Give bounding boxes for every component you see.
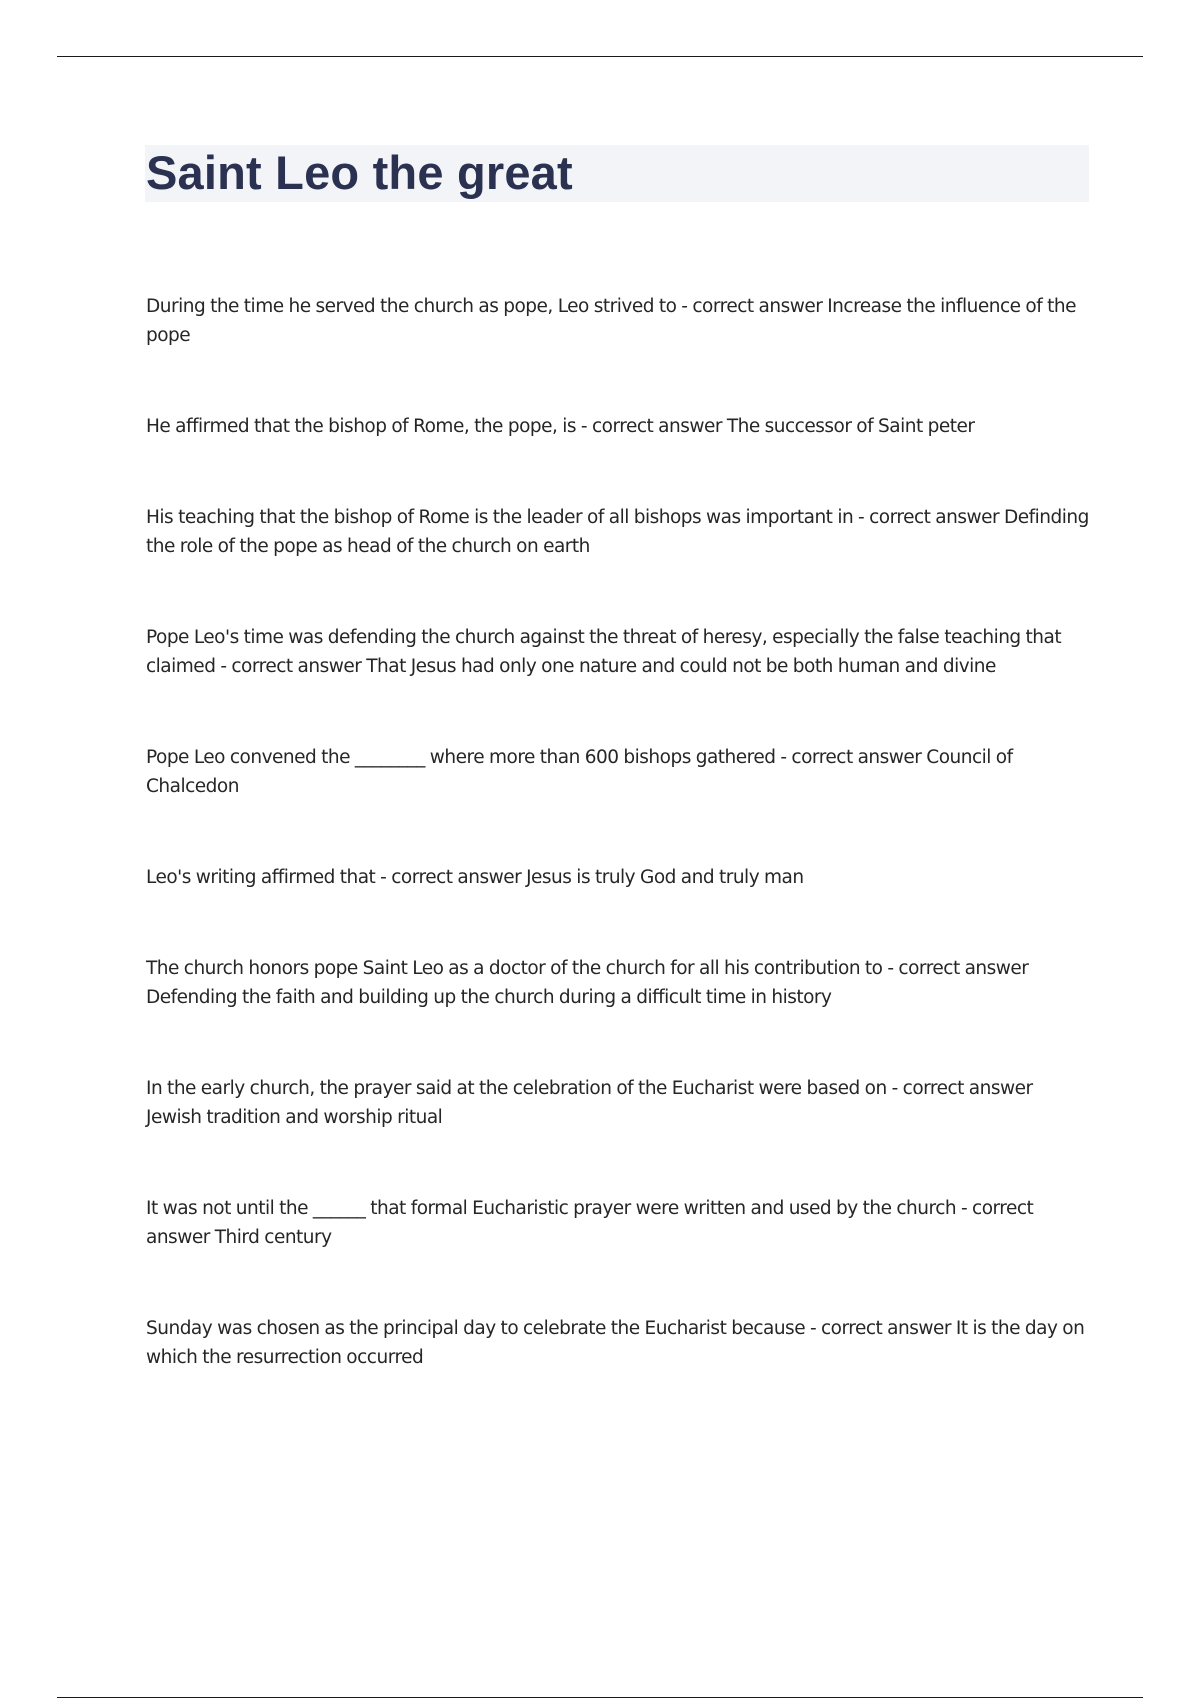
qa-item-2: He affirmed that the bishop of Rome, the pope, is - correct answer The successor of Saint peter (146, 416, 975, 437)
header-rule (57, 56, 1143, 57)
footer-rule (57, 1697, 1143, 1698)
qa-item-9: It was not until the ______ that formal Eucharistic prayer were written and used by the church - correct answer Third century (146, 1198, 1034, 1248)
qa-item-6: Leo's writing affirmed that - correct answer Jesus is truly God and truly man (146, 867, 804, 888)
qa-item-7: The church honors pope Saint Leo as a doctor of the church for all his contribution to - correct answer Defending the faith and building up the church during a difficult time in history (146, 958, 1029, 1008)
qa-item-8: In the early church, the prayer said at the celebration of the Eucharist were based on - correct answer Jewish tradition and worship ritual (146, 1078, 1033, 1128)
qa-item-4: Pope Leo's time was defending the church against the threat of heresy, especially the false teaching that claimed - correct answer That Jesus had only one nature and could not be both human and divine (146, 627, 1062, 677)
qa-item-5: Pope Leo convened the ________ where more than 600 bishops gathered - correct answer Council of Chalcedon (146, 747, 1013, 797)
page-title: Saint Leo the great (146, 146, 573, 199)
qa-item-3: His teaching that the bishop of Rome is the leader of all bishops was important in - correct answer Definding the role of the pope as head of the church on earth (146, 507, 1089, 557)
qa-item-1: During the time he served the church as pope, Leo strived to - correct answer Increase the influence of the pope (146, 296, 1076, 346)
question-answer-list (146, 293, 1090, 1435)
qa-item-10: Sunday was chosen as the principal day to celebrate the Eucharist because - correct answer It is the day on which the resurrection occurred (146, 1318, 1085, 1368)
